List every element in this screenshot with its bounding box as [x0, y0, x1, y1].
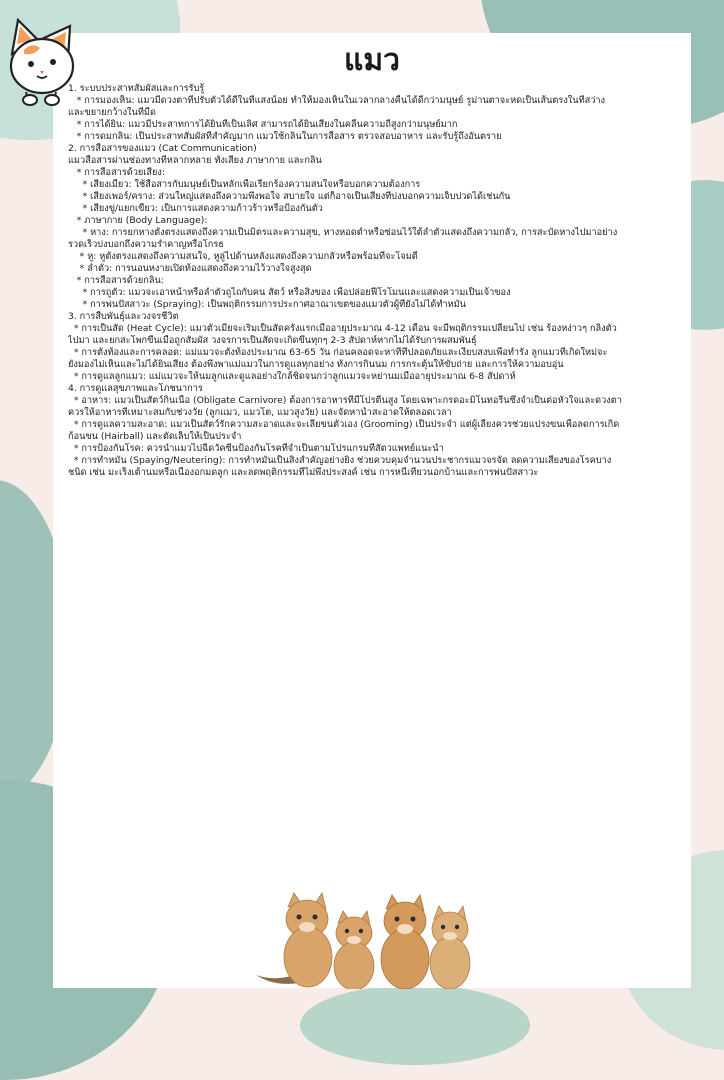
text-line: * การสื่อสารด้วยเสียง:	[68, 167, 165, 178]
text-line: * หาง: การยกหางตั้งตรงแสดงถึงความเป็นมิตรและความสุข, หางหอดต่ำหรือซ่อนไว้ใต้ลำตัวแสดงถึงความกลัว, การสะบัดหางไปมาอย่าง	[68, 227, 618, 238]
body-text	[68, 83, 680, 479]
decor-blob	[300, 985, 530, 1065]
text-line: และขยายกว้างในที่มืด	[68, 107, 156, 118]
text-line: * การได้ยิน: แมวมีประสาทการได้ยินที่เป็นเลิศ สามารถได้ยินเสียงในคลื่นความถี่สูงกว่ามนุษย์มาก	[68, 119, 458, 130]
text-line: * ภาษากาย (Body Language):	[68, 215, 208, 226]
text-line: * เสียงเมี้ยว: ใช้สื่อสารกับมนุษย์เป็นหลักเพื่อเรียกร้องความสนใจหรือบอกความต้องการ	[68, 179, 421, 190]
kittens-illustration	[248, 871, 478, 989]
text-line: แมวสื่อสารผ่านช่องทางที่หลากหลาย ทั้งเสียง ภาษากาย และกลิ่น	[68, 155, 322, 166]
text-line: ไปมา และยกสะโพกขึ้นเมื่อถูกสัมผัส วงจรการเป็นสัดจะเกิดขึ้นทุกๆ 2-3 สัปดาห์หากไม่ได้รับการผสมพันธุ์	[68, 335, 477, 346]
text-line: รวดเร็วบ่งบอกถึงความรำคาญหรือโกรธ	[68, 239, 224, 250]
text-line: * การถูตัว: แมวจะเอาหน้าหรือลำตัวถูไถกับคน สัตว์ หรือสิ่งของ เพื่อปล่อยฟีโรโมนและแสดงความเป็นเจ้าของ	[68, 287, 511, 298]
text-line: * การป้องกันโรค: ควรนำแมวไปฉีดวัคซีนป้องกันโรคที่จำเป็นตามโปรแกรมที่สัตวแพทย์แนะนำ	[68, 443, 444, 454]
text-line: ยังมองไม่เห็นและไม่ได้ยินเสียง ต้องพึ่งพาแม่แมวในการดูแลทุกอย่าง ทั้งการกินนม การกระตุ้นให้ขับถ่าย และการให้ความอบอุ่น	[68, 359, 564, 370]
text-line: * เสียงเพอร์/คราง: ส่วนใหญ่แสดงถึงความพึงพอใจ สบายใจ แต่ก็อาจเป็นเสียงที่บ่งบอกความเจ็บปวดได้เช่นกัน	[68, 191, 511, 202]
content-panel	[53, 33, 691, 988]
text-line: ชนิด เช่น มะเร็งเต้านมหรือเนื้องอกมดลูก และลดพฤติกรรมที่ไม่พึงประสงค์ เช่น การหนีเที่ยวนอกบ้านและการพ่นปัสสาวะ	[68, 467, 539, 478]
text-line: * การตั้งท้องและการคลอด: แม่แมวจะตั้งท้องประมาณ 63-65 วัน ก่อนคลอดจะหาที่ที่ปลอดภัยและเงียบสงบเพื่อทำรัง ลูกแมวที่เกิดใหม่จะ	[68, 347, 608, 358]
text-line: * การพ่นปัสสาวะ (Spraying): เป็นพฤติกรรมการประกาศอาณาเขตของแมวตัวผู้ที่ยังไม่ได้ทำหมัน	[68, 299, 466, 310]
text-line: 1. ระบบประสาทสัมผัสและการรับรู้	[68, 83, 205, 94]
page-title: แมว	[344, 43, 400, 78]
text-line: * อาหาร: แมวเป็นสัตว์กินเนื้อ (Obligate Carnivore) ต้องการอาหารที่มีโปรตีนสูง โดยเฉพาะกรดอะมิโนทอรีนซึ่งจำเป็นต่อหัวใจและดวงตา	[68, 395, 622, 406]
text-line: * การมองเห็น: แมวมีดวงตาที่ปรับตัวได้ดีในที่แสงน้อย ทำให้มองเห็นในเวลากลางคืนได้ดีกว่ามนุษย์ รูม่านตาจะหดเป็นเส้นตรงในที่สว่าง	[68, 95, 606, 106]
text-line: * การดูแลความสะอาด: แมวเป็นสัตว์รักความสะอาดและจะเลียขนตัวเอง (Grooming) เป็นประจำ แต่ผู้เลี้ยงควรช่วยแปรงขนเพื่อลดการเกิด	[68, 419, 620, 430]
text-line: * การดมกลิ่น: เป็นประสาทสัมผัสที่สำคัญมาก แมวใช้กลิ่นในการสื่อสาร ตรวจสอบอาหาร และรับรู้ถึงอันตราย	[68, 131, 502, 142]
text-line: 4. การดูแลสุขภาพและโภชนาการ	[68, 383, 203, 394]
text-line: * หู: หูตั้งตรงแสดงถึงความสนใจ, หูลู่ไปด้านหลังแสดงถึงความกลัวหรือพร้อมที่จะโจมตี	[68, 251, 418, 262]
text-line: * การดูแลลูกแมว: แม่แมวจะให้นมลูกและดูแลอย่างใกล้ชิดจนกว่าลูกแมวจะหย่านมเมื่ออายุประมาณ 6-8 สัปดาห์	[68, 371, 516, 382]
text-line: * การเป็นสัด (Heat Cycle): แมวตัวเมียจะเริ่มเป็นสัดครั้งแรกเมื่ออายุประมาณ 4-12 เดือน จะมีพฤติกรรมเปลี่ยนไป เช่น ร้องหง่าวๆ กลิ้งตัว	[68, 323, 617, 334]
text-line: ก้อนขน (Hairball) และตัดเล็บให้เป็นประจำ	[68, 431, 242, 442]
cat-peeking-illustration	[4, 14, 80, 106]
text-line: * เสียงขู่/แยกเขี้ยว: เป็นการแสดงความก้าวร้าวหรือป้องกันตัว	[68, 203, 323, 214]
text-line: 2. การสื่อสารของแมว (Cat Communication)	[68, 143, 257, 154]
text-line: * ลำตัว: การนอนหงายเปิดท้องแสดงถึงความไว้วางใจสูงสุด	[68, 263, 312, 274]
text-line: * การทำหมัน (Spaying/Neutering): การทำหมันเป็นสิ่งสำคัญอย่างยิ่ง ช่วยควบคุมจำนวนประชากรแมวจรจัด ลดความเสี่ยงของโรคบาง	[68, 455, 612, 466]
text-line: * การสื่อสารด้วยกลิ่น:	[68, 275, 164, 286]
text-line: 3. การสืบพันธุ์และวงจรชีวิต	[68, 311, 179, 322]
text-line: ควรให้อาหารที่เหมาะสมกับช่วงวัย (ลูกแมว, แมวโต, แมวสูงวัย) และจัดหาน้ำสะอาดให้ตลอดเวลา	[68, 407, 452, 418]
